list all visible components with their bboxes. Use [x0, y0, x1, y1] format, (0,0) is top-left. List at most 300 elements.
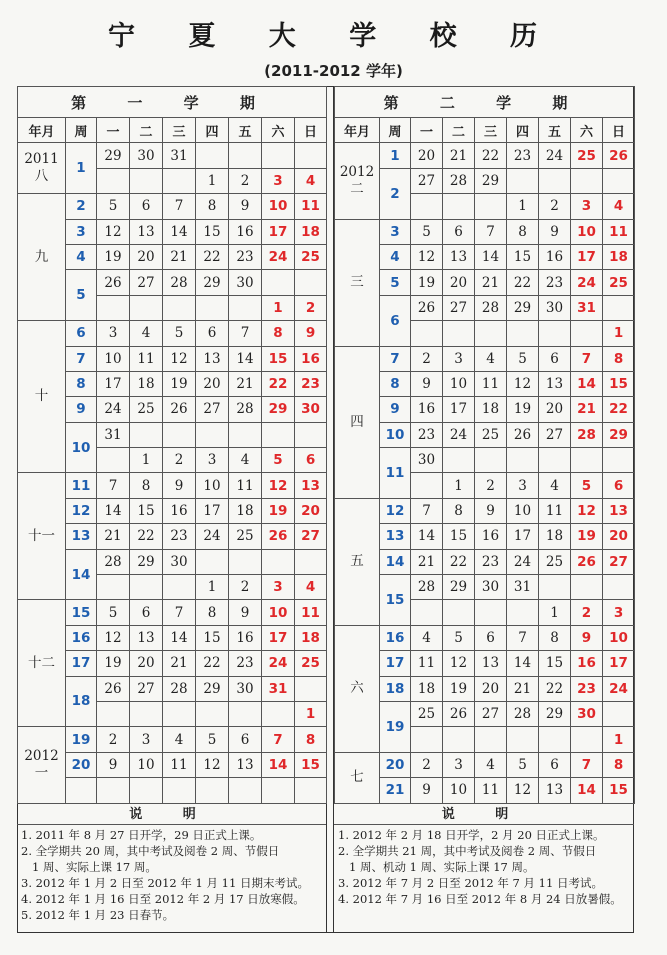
day-cell: 6 [475, 625, 507, 650]
weekend-day: 20 [295, 498, 327, 523]
week-number: 19 [380, 701, 411, 752]
weekend-day: 19 [571, 524, 603, 549]
weekend-day: 20 [603, 524, 635, 549]
semester-1-calendar [17, 86, 326, 806]
day-cell: 30 [229, 270, 262, 295]
day-cell: 4 [163, 727, 196, 752]
day-cell: 9 [411, 371, 443, 396]
day-cell [196, 701, 229, 726]
calendar-row [335, 295, 635, 320]
weekend-day: 2 [571, 600, 603, 625]
day-cell: 29 [196, 270, 229, 295]
day-cell: 8 [507, 219, 539, 244]
weekend-day [295, 676, 327, 701]
week-number: 9 [66, 397, 97, 422]
day-cell: 22 [475, 143, 507, 168]
day-cell: 10 [443, 371, 475, 396]
weekend-day: 3 [262, 168, 295, 193]
day-cell: 14 [475, 244, 507, 269]
month-label: 2012 一 [18, 727, 66, 803]
column-header: 一 [411, 118, 443, 143]
day-cell [196, 143, 229, 168]
weekend-day: 12 [571, 498, 603, 523]
day-cell: 16 [229, 625, 262, 650]
weekend-day: 24 [603, 676, 635, 701]
weekend-day: 14 [571, 778, 603, 803]
month-label: 十一 [18, 473, 66, 600]
weekend-day [571, 575, 603, 600]
day-cell: 31 [163, 143, 196, 168]
note-line: 4. 2012 年 1 月 16 日至 2012 年 2 月 17 日放寒假。 [21, 892, 305, 906]
week-number: 8 [380, 371, 411, 396]
day-cell: 2 [475, 473, 507, 498]
day-cell: 11 [411, 651, 443, 676]
day-cell: 28 [97, 549, 130, 574]
calendar-row [335, 219, 635, 244]
week-number: 11 [380, 448, 411, 499]
day-cell: 11 [475, 371, 507, 396]
day-cell: 3 [196, 448, 229, 473]
column-header: 三 [475, 118, 507, 143]
weekend-day: 10 [571, 219, 603, 244]
day-cell: 2 [229, 575, 262, 600]
calendar-row [335, 651, 635, 676]
note-line: 2. 全学期共 20 周，其中考试及阅卷 2 周、节假日 [21, 844, 280, 858]
day-cell: 17 [507, 524, 539, 549]
weekend-day [295, 549, 327, 574]
day-cell: 23 [507, 143, 539, 168]
day-cell [229, 701, 262, 726]
weekend-day [571, 448, 603, 473]
calendar-row [18, 143, 327, 168]
weekend-day: 11 [295, 194, 327, 219]
day-cell [539, 448, 571, 473]
academic-year-subtitle: (2011-2012 学年) [264, 62, 403, 80]
day-cell: 28 [475, 295, 507, 320]
day-cell: 11 [229, 473, 262, 498]
notes-heading: 说 明 [17, 806, 326, 825]
column-header: 二 [130, 118, 163, 143]
day-cell: 28 [163, 270, 196, 295]
day-cell: 29 [130, 549, 163, 574]
weekend-day: 27 [295, 524, 327, 549]
day-cell: 1 [507, 194, 539, 219]
day-cell: 20 [411, 143, 443, 168]
day-cell: 4 [130, 321, 163, 346]
weekend-day: 11 [295, 600, 327, 625]
day-cell: 11 [539, 498, 571, 523]
week-number: 14 [380, 549, 411, 574]
calendar-row [18, 727, 327, 752]
day-cell: 3 [97, 321, 130, 346]
day-cell: 6 [539, 752, 571, 777]
day-cell: 25 [539, 549, 571, 574]
sem1-table [17, 86, 327, 804]
day-cell [475, 321, 507, 346]
weekend-day: 10 [603, 625, 635, 650]
day-cell: 1 [196, 168, 229, 193]
weekend-day: 8 [295, 727, 327, 752]
weekend-day: 2 [295, 295, 327, 320]
column-header: 日 [295, 118, 327, 143]
day-cell [97, 168, 130, 193]
calendar-row [335, 143, 635, 168]
month-label: 十二 [18, 600, 66, 727]
calendar-row [335, 625, 635, 650]
weekend-day: 14 [262, 752, 295, 777]
day-cell: 7 [411, 498, 443, 523]
day-cell: 21 [163, 244, 196, 269]
day-cell: 12 [196, 752, 229, 777]
column-header: 六 [262, 118, 295, 143]
day-cell: 26 [507, 422, 539, 447]
day-cell: 5 [507, 346, 539, 371]
weekend-day: 12 [262, 473, 295, 498]
week-number: 17 [380, 651, 411, 676]
day-cell: 9 [97, 752, 130, 777]
weekend-day: 29 [603, 422, 635, 447]
day-cell: 4 [475, 346, 507, 371]
calendar-row [335, 676, 635, 701]
day-cell: 8 [196, 600, 229, 625]
weekend-day: 24 [262, 244, 295, 269]
day-cell: 20 [130, 651, 163, 676]
day-cell [411, 321, 443, 346]
day-cell [97, 448, 130, 473]
day-cell [475, 727, 507, 752]
week-number: 7 [380, 346, 411, 371]
week-number: 1 [380, 143, 411, 168]
semester-1-notes [17, 806, 326, 933]
column-header: 五 [539, 118, 571, 143]
month-label: 2011 八 [18, 143, 66, 194]
column-header: 五 [229, 118, 262, 143]
day-cell: 10 [443, 778, 475, 803]
day-cell: 7 [163, 600, 196, 625]
column-header: 一 [97, 118, 130, 143]
weekend-day: 31 [262, 676, 295, 701]
day-cell: 27 [411, 168, 443, 193]
calendar-row [18, 600, 327, 625]
weekend-day: 18 [295, 625, 327, 650]
week-number: 13 [66, 524, 97, 549]
day-cell: 1 [443, 473, 475, 498]
day-cell: 21 [229, 371, 262, 396]
calendar-row [18, 321, 327, 346]
weekend-day: 26 [262, 524, 295, 549]
note-line: 1 周、实际上课 17 周。 [21, 860, 157, 874]
weekend-day [295, 270, 327, 295]
day-cell: 5 [163, 321, 196, 346]
day-cell: 21 [507, 676, 539, 701]
day-cell: 19 [97, 651, 130, 676]
day-cell [443, 321, 475, 346]
day-cell: 26 [443, 701, 475, 726]
week-number: 13 [380, 524, 411, 549]
day-cell: 13 [539, 371, 571, 396]
week-number: 16 [380, 625, 411, 650]
weekend-day: 25 [295, 244, 327, 269]
day-cell [130, 575, 163, 600]
week-number: 5 [66, 270, 97, 321]
week-number: 10 [380, 422, 411, 447]
day-cell: 21 [97, 524, 130, 549]
note-line: 3. 2012 年 7 月 2 日至 2012 年 7 月 11 日考试。 [338, 876, 603, 890]
weekend-day [571, 727, 603, 752]
day-cell [130, 295, 163, 320]
week-number: 3 [380, 219, 411, 244]
week-number: 2 [66, 194, 97, 219]
column-header: 日 [603, 118, 635, 143]
day-cell: 12 [163, 346, 196, 371]
calendar-row [335, 778, 635, 803]
weekend-day: 23 [571, 676, 603, 701]
page-title: 宁 夏 大 学 校 历 [108, 21, 559, 52]
day-cell: 3 [443, 346, 475, 371]
day-cell: 10 [130, 752, 163, 777]
weekend-day: 1 [603, 321, 635, 346]
day-cell: 27 [443, 295, 475, 320]
weekend-day: 11 [603, 219, 635, 244]
weekend-day: 30 [571, 701, 603, 726]
week-number: 4 [66, 244, 97, 269]
day-cell: 29 [97, 143, 130, 168]
day-cell: 15 [196, 219, 229, 244]
day-cell: 5 [507, 752, 539, 777]
day-cell: 16 [539, 244, 571, 269]
calendar-row [335, 498, 635, 523]
week-number: 1 [66, 143, 97, 194]
day-cell: 16 [411, 397, 443, 422]
day-cell: 27 [130, 270, 163, 295]
day-cell: 13 [196, 346, 229, 371]
day-cell: 19 [163, 371, 196, 396]
calendar-row [335, 524, 635, 549]
day-cell: 18 [539, 524, 571, 549]
day-cell [443, 600, 475, 625]
day-cell: 18 [475, 397, 507, 422]
day-cell: 13 [539, 778, 571, 803]
weekend-day: 24 [571, 270, 603, 295]
day-cell: 11 [163, 752, 196, 777]
semester-divider [326, 86, 334, 933]
day-cell [507, 321, 539, 346]
day-cell: 14 [507, 651, 539, 676]
day-cell [130, 422, 163, 447]
day-cell [539, 321, 571, 346]
note-line: 1. 2012 年 2 月 18 日开学，2 月 20 日正式上课。 [338, 828, 605, 842]
day-cell: 23 [475, 549, 507, 574]
day-cell: 18 [229, 498, 262, 523]
day-cell: 22 [196, 244, 229, 269]
semester-2-notes [334, 806, 634, 933]
weekend-day: 3 [571, 194, 603, 219]
month-label: 十 [18, 321, 66, 473]
day-cell: 29 [443, 575, 475, 600]
day-cell: 15 [539, 651, 571, 676]
day-cell [475, 600, 507, 625]
weekend-day: 10 [262, 600, 295, 625]
day-cell: 12 [507, 778, 539, 803]
week-number: 10 [66, 422, 97, 473]
day-cell: 16 [229, 219, 262, 244]
weekend-day: 1 [295, 701, 327, 726]
week-number: 16 [66, 625, 97, 650]
day-cell: 2 [539, 194, 571, 219]
weekend-day: 17 [603, 651, 635, 676]
column-header: 四 [196, 118, 229, 143]
day-cell: 12 [97, 219, 130, 244]
calendar-row [335, 371, 635, 396]
calendar-row [18, 194, 327, 219]
weekend-day: 25 [571, 143, 603, 168]
day-cell: 3 [130, 727, 163, 752]
weekend-day [603, 295, 635, 320]
day-cell: 29 [539, 701, 571, 726]
week-number: 11 [66, 473, 97, 498]
weekend-day [262, 143, 295, 168]
day-cell: 23 [539, 270, 571, 295]
semester-heading: 第 二 学 期 [335, 87, 635, 118]
day-cell [163, 295, 196, 320]
day-cell [163, 168, 196, 193]
weekend-day [295, 143, 327, 168]
weekend-day: 4 [295, 168, 327, 193]
day-cell: 12 [507, 371, 539, 396]
weekend-day: 17 [262, 625, 295, 650]
weekend-day [262, 422, 295, 447]
day-cell: 2 [411, 752, 443, 777]
day-cell: 26 [97, 676, 130, 701]
day-cell: 24 [507, 549, 539, 574]
day-cell: 20 [443, 270, 475, 295]
day-cell [411, 194, 443, 219]
calendar-row [335, 270, 635, 295]
weekend-day [571, 168, 603, 193]
day-cell [229, 143, 262, 168]
day-cell [196, 422, 229, 447]
day-cell: 12 [411, 244, 443, 269]
note-line: 5. 2012 年 1 月 23 日春节。 [21, 908, 175, 922]
day-cell: 30 [539, 295, 571, 320]
day-cell: 13 [475, 651, 507, 676]
day-cell [507, 168, 539, 193]
column-header: 四 [507, 118, 539, 143]
weekend-day: 17 [262, 219, 295, 244]
day-cell: 23 [229, 244, 262, 269]
week-number: 9 [380, 397, 411, 422]
week-number: 12 [66, 498, 97, 523]
day-cell: 30 [411, 448, 443, 473]
day-cell: 6 [196, 321, 229, 346]
day-cell: 28 [507, 701, 539, 726]
day-cell: 5 [97, 194, 130, 219]
note-line: 1 周、机动 1 周、实际上课 17 周。 [338, 860, 535, 874]
week-number: 15 [66, 600, 97, 625]
calendar-row [335, 168, 635, 193]
weekend-day: 27 [603, 549, 635, 574]
month-label: 九 [18, 194, 66, 321]
weekend-day: 8 [603, 346, 635, 371]
day-cell: 25 [475, 422, 507, 447]
day-cell: 14 [411, 524, 443, 549]
week-number: 8 [66, 371, 97, 396]
day-cell: 5 [443, 625, 475, 650]
day-cell: 18 [130, 371, 163, 396]
semester-2-calendar [334, 86, 634, 806]
day-cell: 1 [539, 600, 571, 625]
weekend-day [603, 168, 635, 193]
day-cell [475, 448, 507, 473]
column-header: 六 [571, 118, 603, 143]
week-number: 2 [380, 168, 411, 219]
weekend-day [295, 422, 327, 447]
day-cell: 3 [507, 473, 539, 498]
day-cell: 27 [196, 397, 229, 422]
day-cell: 25 [229, 524, 262, 549]
weekend-day: 7 [571, 346, 603, 371]
day-cell: 4 [229, 448, 262, 473]
weekend-day: 15 [295, 752, 327, 777]
day-cell [507, 600, 539, 625]
month-label: 七 [335, 752, 380, 803]
day-cell: 26 [411, 295, 443, 320]
notes-list [334, 825, 634, 907]
week-number: 17 [66, 651, 97, 676]
weekend-day: 7 [571, 752, 603, 777]
day-cell: 22 [130, 524, 163, 549]
weekend-day: 19 [262, 498, 295, 523]
day-cell: 10 [196, 473, 229, 498]
week-number [66, 778, 97, 803]
weekend-day [262, 549, 295, 574]
notes-heading: 说 明 [334, 806, 634, 825]
day-cell: 15 [443, 524, 475, 549]
day-cell: 10 [507, 498, 539, 523]
day-cell: 9 [229, 194, 262, 219]
day-cell: 14 [163, 625, 196, 650]
weekend-day: 3 [262, 575, 295, 600]
day-cell: 24 [97, 397, 130, 422]
weekend-day: 18 [295, 219, 327, 244]
calendar-row [335, 244, 635, 269]
day-cell: 22 [443, 549, 475, 574]
day-cell: 28 [229, 397, 262, 422]
weekend-day: 26 [571, 549, 603, 574]
day-cell: 28 [411, 575, 443, 600]
weekend-day: 14 [571, 371, 603, 396]
day-cell: 28 [163, 676, 196, 701]
week-number: 15 [380, 575, 411, 626]
day-cell [97, 575, 130, 600]
day-cell: 6 [229, 727, 262, 752]
weekend-day: 23 [295, 371, 327, 396]
day-cell [97, 778, 130, 803]
day-cell: 14 [229, 346, 262, 371]
day-cell: 5 [411, 219, 443, 244]
day-cell: 16 [475, 524, 507, 549]
calendar-row [335, 448, 635, 473]
day-cell: 8 [196, 194, 229, 219]
weekend-day: 13 [295, 473, 327, 498]
day-cell: 29 [475, 168, 507, 193]
day-cell [539, 168, 571, 193]
day-cell: 12 [97, 625, 130, 650]
calendar-row [335, 422, 635, 447]
day-cell: 9 [163, 473, 196, 498]
weekend-day: 30 [295, 397, 327, 422]
day-cell: 25 [130, 397, 163, 422]
